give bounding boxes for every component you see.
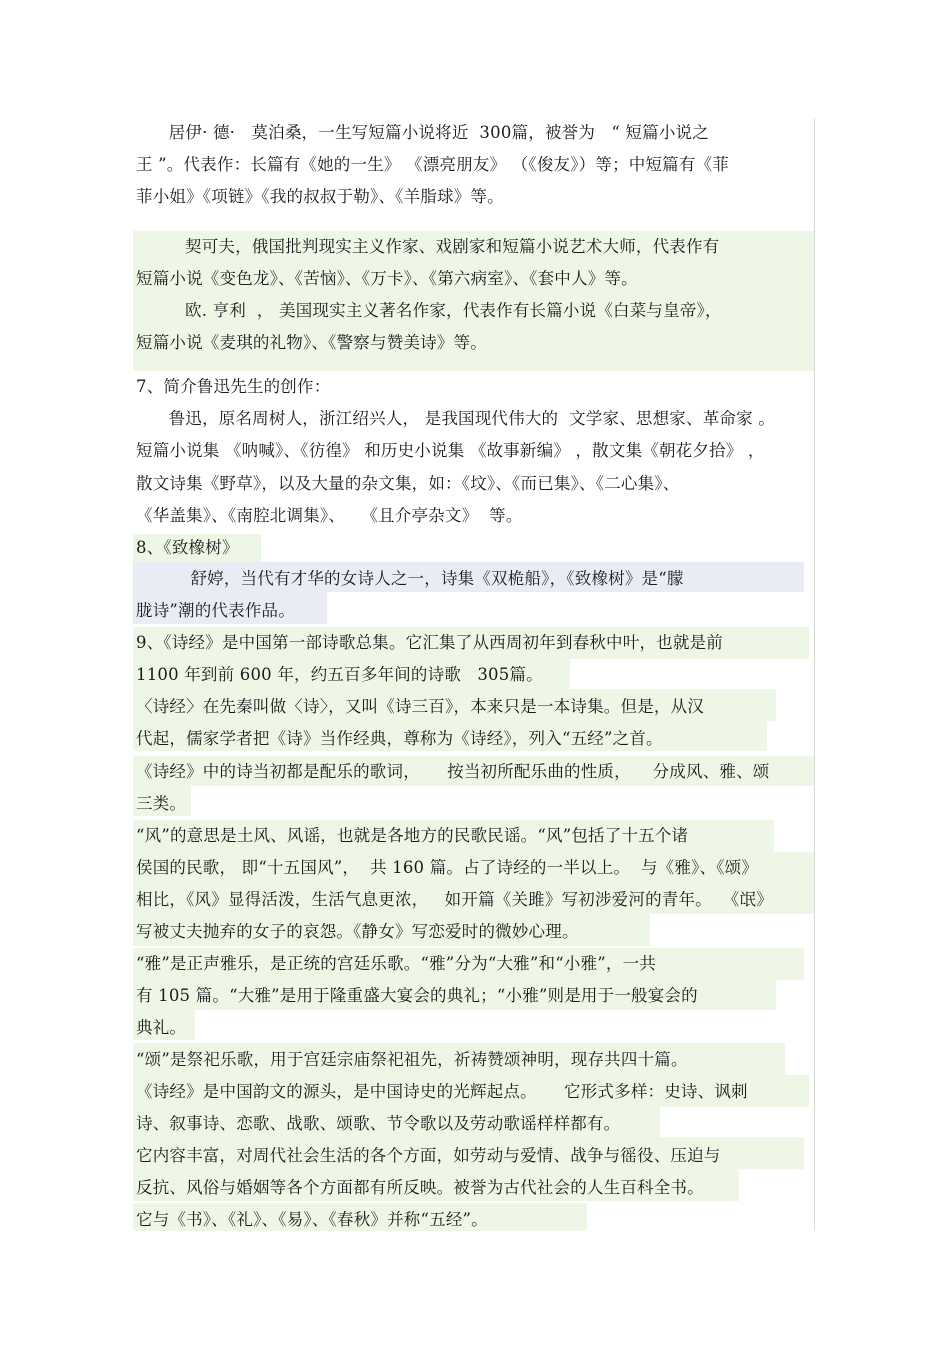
text-line: 〈诗经〉在先秦叫做〈诗〉，又叫《诗三百》，本来只是一本诗集。但是，从汉 [136, 697, 704, 716]
text-line: 居伊· 德· 莫泊桑，一生写短篇小说将近 300篇，被誉为 “ 短篇小说之 [136, 123, 709, 142]
text-line: 短篇小说《麦琪的礼物》、《警察与赞美诗》等。 [136, 333, 487, 352]
text-line: 胧诗”潮的代表作品。 [136, 601, 295, 620]
text-line: 有 105 篇。“大雅”是用于隆重盛大宴会的典礼；“小雅”则是用于一般宴会的 [136, 986, 698, 1005]
text-line: “颂”是祭祀乐歌，用于宫廷宗庙祭祀祖先，祈祷赞颂神明，现存共四十篇。 [136, 1050, 688, 1069]
text-line: 菲小姐》《项链》《我的叔叔于勒》、《羊脂球》等。 [136, 187, 504, 206]
text-line: 王 ”。代表作：长篇有《她的一生》 《漂亮朋友》 （《俊友》）等；中短篇有《菲 [136, 155, 729, 174]
text-line: 相比，《风》显得活泼，生活气息更浓， 如开篇《关雎》写初涉爱河的青年。 《氓》 [136, 890, 773, 909]
section-heading: 7、简介鲁迅先生的创作： [136, 377, 331, 396]
text-line: 1100 年到前 600 年，约五百多年间的诗歌 305篇。 [136, 665, 543, 684]
section-heading: 8、《致橡树》 [136, 538, 239, 557]
text-line: 代起，儒家学者把《诗》当作经典，尊称为《诗经》，列入“五经”之首。 [136, 729, 663, 748]
text-line: 三类。 [136, 794, 187, 813]
text-line: “风”的意思是土风、风谣，也就是各地方的民歌民谣。“风”包括了十五个诸 [136, 826, 689, 845]
text-line: 欧. 亨利 ， 美国现实主义著名作家，代表作有长篇小说《白菜与皇帝》， [136, 301, 722, 320]
text-line: 它内容丰富，对周代社会生活的各个方面，如劳动与爱情、战争与徭役、压迫与 [136, 1146, 721, 1165]
text-line: 侯国的民歌， 即“十五国风”， 共 160 篇。占了诗经的一半以上。 与《雅》、《颂》 [136, 858, 759, 877]
text-line: “雅”是正声雅乐，是正统的宫廷乐歌。“雅”分为“大雅”和“小雅”，一共 [136, 954, 656, 973]
text-line: 短篇小说《变色龙》、《苦恼》、《万卡》、《第六病室》、《套中人》等。 [136, 269, 638, 288]
text-line: 《华盖集》、《南腔北调集》、 《且介亭杂文》 等。 [136, 506, 523, 525]
text-line: 舒婷，当代有才华的女诗人之一，诗集《双桅船》，《致橡树》是“朦 [136, 569, 684, 588]
text-line: 鲁迅，原名周树人，浙江绍兴人， 是我国现代伟大的 文学家、思想家、革命家 。 [136, 409, 775, 428]
text-line: 契可夫，俄国批判现实主义作家、戏剧家和短篇小说艺术大师，代表作有 [136, 237, 720, 256]
text-line: 短篇小说集 《呐喊》、《彷徨》 和历史小说集 《故事新编》 ，散文集《朝花夕拾》 ， [136, 441, 765, 460]
text-line: 《诗经》中的诗当初都是配乐的歌词， 按当初所配乐曲的性质， 分成风、雅、颂 [136, 762, 770, 781]
text-line: 写被丈夫抛弃的女子的哀怨。《静女》写恋爱时的微妙心理。 [136, 922, 579, 941]
text-line: 反抗、风俗与婚姻等各个方面都有所反映。被誉为古代社会的人生百科全书。 [136, 1178, 704, 1197]
section-heading: 9、《诗经》是中国第一部诗歌总集。它汇集了从西周初年到春秋中叶，也就是前 [136, 633, 723, 652]
right-margin-rule [814, 118, 815, 1230]
text-line: 典礼。 [136, 1018, 187, 1037]
text-line: 《诗经》是中国韵文的源头，是中国诗史的光辉起点。 它形式多样：史诗、讽刺 [136, 1082, 748, 1101]
text-line: 散文诗集《野草》，以及大量的杂文集，如：《坟》、《而已集》、《二心集》、 [136, 474, 680, 493]
text-line: 诗、叙事诗、恋歌、战歌、颂歌、节令歌以及劳动歌谣样样都有。 [136, 1114, 621, 1133]
text-line: 它与《书》、《礼》、《易》、《春秋》并称“五经”。 [136, 1210, 488, 1229]
